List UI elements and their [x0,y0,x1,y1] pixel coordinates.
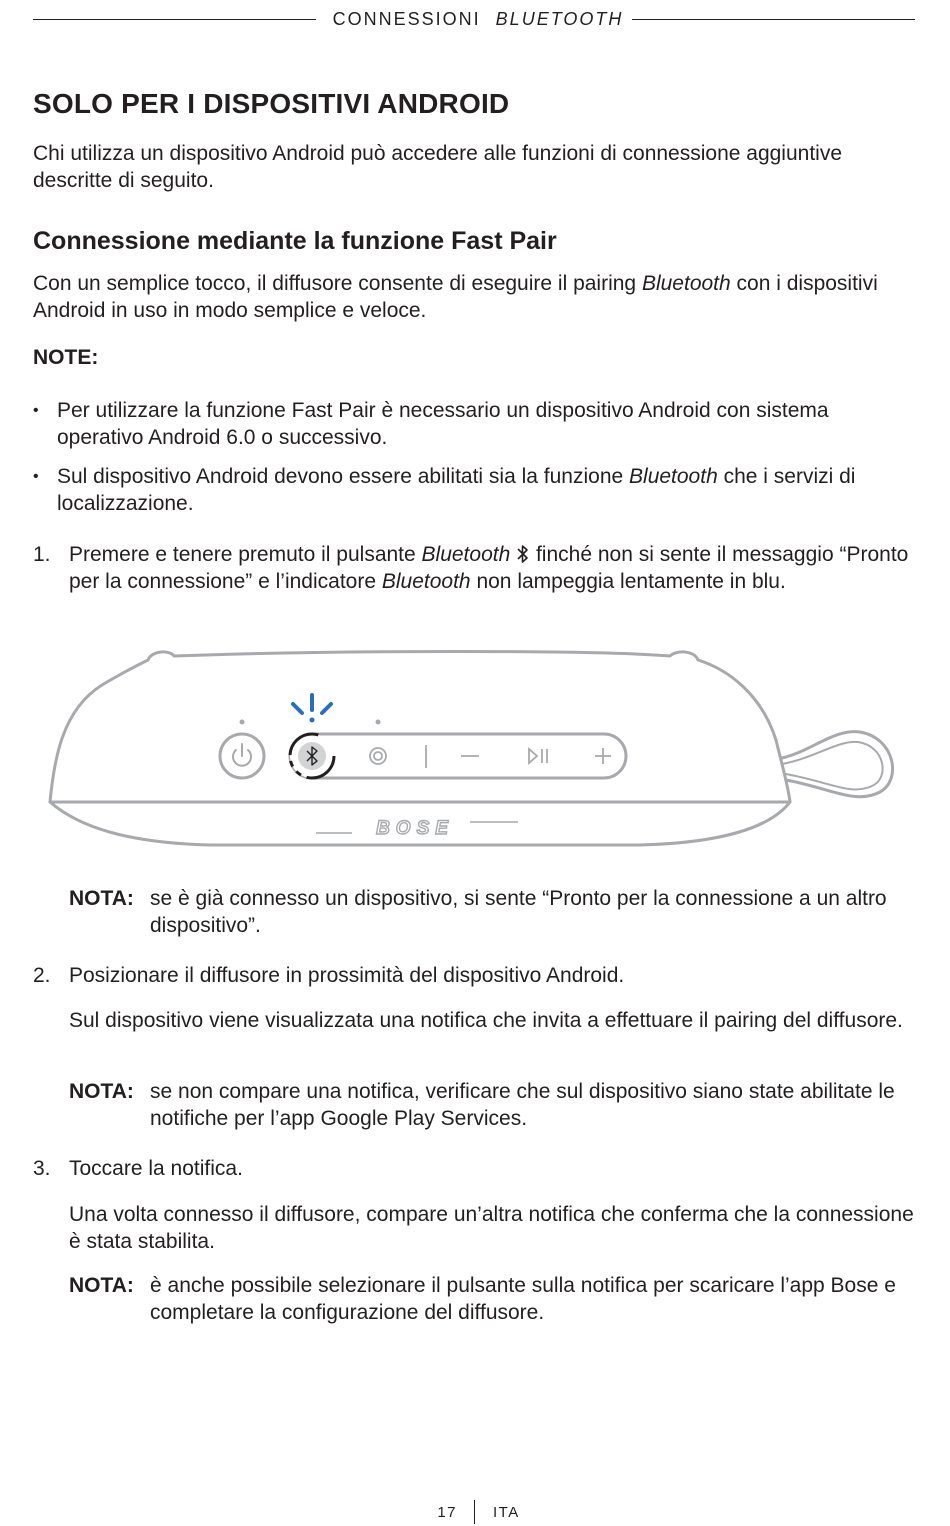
bluetooth-icon [516,544,530,564]
power-icon [233,744,251,766]
note-text: è anche possibile selezionare il pulsante sulla notifica per scaricare l’app Bose e completare la configurazione del diffusore. [150,1274,896,1324]
bullet-text-italic: Bluetooth [629,465,718,488]
note-text: se è già connesso un dispositivo, si sente “Pronto per la connessione a un altro dispositivo”. [150,887,887,937]
header-section-italic: BLUETOOTH [495,9,624,29]
page-title: SOLO PER I DISPOSITIVI ANDROID [33,88,510,119]
step-text: Posizionare il diffusore in prossimità del dispositivo Android. [69,964,625,987]
section-header [33,7,915,31]
note-label: NOTA: [69,887,134,910]
action-indicator-dot [376,720,381,725]
notes-heading: NOTE: [33,346,99,369]
step-text-italic: Bluetooth [421,543,511,566]
page-number: 17 [437,1504,457,1521]
fastpair-description [33,270,913,324]
step-2-detail: Sul dispositivo viene visualizzata una notifica che invita a effettuare il pairing del diffusore. [69,1009,903,1032]
step-text-part: finché non si sente il messaggio “Pronto per la connessione” e l’indicatore [69,543,909,593]
volume-up-icon [595,748,611,764]
bullet-text-part: Sul dispositivo Android devono essere abilitati sia la funzione [57,465,630,488]
step-text [69,541,913,595]
action-icon [370,748,386,764]
page-footer [0,1500,950,1526]
bullet-dot: • [33,402,39,419]
footer-divider [474,1500,475,1524]
section-subtitle: Connessione mediante la funzione Fast Pair [33,227,557,255]
step-text: Toccare la notifica. [69,1157,243,1180]
bullet-text-part: Per utilizzare la funzione Fast Pair è necessario un dispositivo Android con sistema operativo Android 6.0 o successivo. [57,399,829,449]
speaker-illustration [40,640,910,860]
step-text-part: Premere e tenere premuto il pulsante [69,543,422,566]
bose-logo [316,818,518,839]
bluetooth-button [290,734,334,778]
bullet-text [57,463,918,517]
bose-logo-text: BOSE [376,818,454,839]
language-code: ITA [493,1504,520,1521]
step-number: 1. [33,543,51,566]
step-3-detail: Una volta connesso il diffusore, compare un’altra notifica che conferma che la connessione è stata stabilita. [69,1203,914,1253]
note-text: se non compare una notifica, verificare che sul dispositivo siano state abilitate le notifiche per l’app Google Play Services. [150,1080,895,1130]
fastpair-desc-text: Con un semplice tocco, il diffusore consente di eseguire il pairing [33,272,642,295]
power-indicator-dot [240,720,245,725]
header-section-prefix: CONNESSIONI [325,9,489,29]
bullet-text-part: che i servizi di localizzazione. [57,465,856,515]
fastpair-desc-italic: Bluetooth [641,272,731,295]
step-number: 3. [33,1157,51,1180]
bullet-dot: • [33,468,39,485]
control-panel [290,734,626,778]
intro-paragraph: Chi utilizza un dispositivo Android può accedere alle funzioni di connessione aggiuntive descritte di seguito. [33,142,843,192]
play-pause-icon [529,749,547,763]
step-text-italic: Bluetooth [381,570,471,593]
note-label: NOTA: [69,1080,134,1103]
blinking-indicator [293,695,331,723]
fastpair-desc-text-end: con i dispositivi Android in uso in modo semplice e veloce. [33,272,878,322]
step-text-part: non lampeggia lentamente in blu. [470,570,786,593]
bullet-text [57,397,918,451]
note-label: NOTA: [69,1274,134,1297]
step-number: 2. [33,964,51,987]
